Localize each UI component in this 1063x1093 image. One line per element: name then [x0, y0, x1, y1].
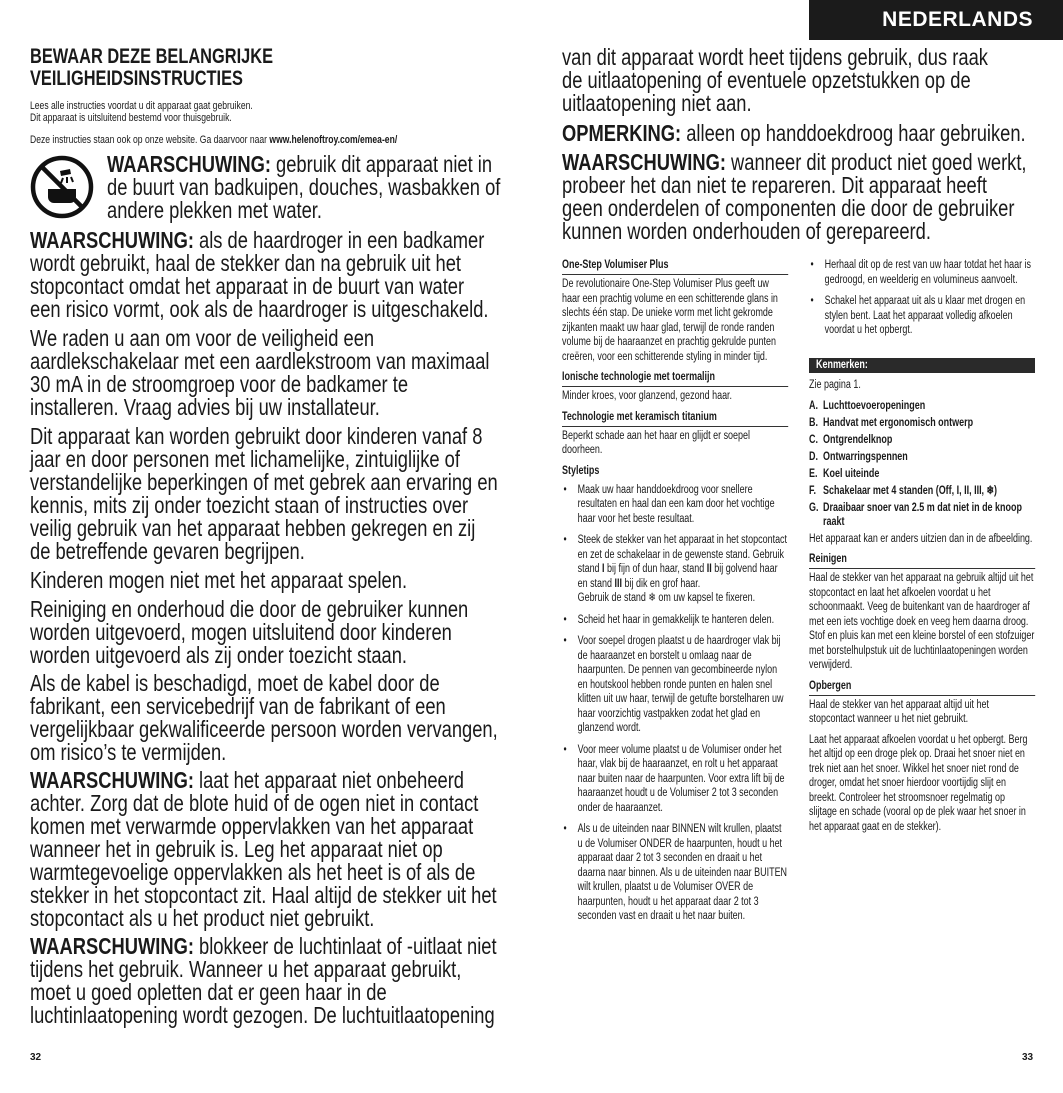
feature-letter: G.: [809, 501, 819, 514]
feature-letter: B.: [809, 416, 818, 429]
feature-item: [809, 450, 1035, 464]
warning-bathroom: WAARSCHUWING: als de haardroger in een badkamer wordt gebruikt, haal de stekker dan na gebruik uit het stopcontact omdat het apparaat in de buurt van water een risico vormt, ook als de haardroger is uitgeschakeld.: [30, 227, 489, 322]
storage-instructions: Laat het apparaat afkoelen voordat u het opbergt. Berg het altijd op een droge plek op. Draai het snoer niet en trek niet aan het snoer. Wikkel het snoer niet rond de droger, omdat het snoer hierdoor voortijdig slijt en breekt. Controleer het stroomsnoer regelmatig op slijtage en schade (vooral op de plek waar het snoer in het apparaat gaat en de stekker).: [809, 733, 1028, 833]
feature-item: [809, 467, 1035, 481]
features-column-b: [809, 378, 1035, 834]
list-item: • Voor meer volume plaatst u de Volumiser onder het haar, vlak bij de haaraanzet, en rolt u het apparaat naar buiten naar de haarpunten. Voor extra lift bij de haaraanzet houdt u de Volumiser 2 tot 3 seconden onder de haaraanzet.: [562, 743, 788, 816]
children-play: Kinderen mogen niet met het apparaat spelen.: [30, 567, 408, 593]
cleaning-instructions: Haal de stekker van het apparaat na gebruik altijd uit het stopcontact en laat het afkoelen voordat u het schoonmaakt. Veeg de buitenkant van de haardroger af met een iets vochtige doek en veeg hem daarna droog. Stof en pluis kan met een kleine borstel of een stofzuiger met borstelhulpstuk uit de luchtinlaatopeningen worden verwijderd.: [809, 572, 1035, 671]
outlet-continuation: van dit apparaat wordt heet tijdens gebruik, dus raak de uitlaatopening of eventuele opzetstukken op de uitlaatopening niet aan.: [562, 44, 988, 116]
feature-item: [809, 399, 1035, 413]
list-item: • Steek de stekker van het apparaat in het stopcontact en zet de schakelaar in de gewenste stand. Gebruik stand I bij fijn of dun haar, stand II bij golvend haar en stand III bij dik en grof haar. Gebruik de stand ❄ om uw kapsel te fixeren.: [562, 533, 788, 606]
feature-letter: A.: [809, 399, 818, 412]
feature-text: Koel uiteinde: [823, 467, 880, 480]
warning-water: WAARSCHUWING: gebruik dit apparaat niet in de buurt van badkuipen, douches, wasbakken of andere plekken met water.: [107, 151, 501, 223]
warning-repair: WAARSCHUWING: wanneer dit product niet goed werkt, probeer het dan niet te repareren. Dit apparaat heeft geen onderdelen of componenten die door de gebruiker kunnen worden onderhouden of gerepareerd.: [562, 149, 1027, 244]
page-number-right: 33: [1022, 1052, 1034, 1063]
features-column-a: [562, 258, 788, 931]
feature-letter: E.: [809, 467, 818, 480]
feature-text: Schakelaar met 4 standen (Off, I, II, III, ❄): [823, 484, 998, 497]
list-item: • Schakel het apparaat uit als u klaar met drogen en stylen bent. Laat het apparaat volledig afkoelen voordat u het opbergt.: [809, 294, 1035, 338]
list-item: • Scheid het haar in gemakkelijk te hanteren delen.: [562, 613, 788, 628]
children-usage: Dit apparaat kan worden gebruikt door kinderen vanaf 8 jaar en door personen met lichamelijke, zintuiglijke of verstandelijke beperkingen of met gebrek aan ervaring en kennis, mits zij onder toezicht staan of instructies over veilig gebruik van het apparaat hebben gekregen en zij de betreffende gevaren begrijpen.: [30, 423, 498, 564]
section-heading: Technologie met keramisch titanium: [562, 410, 788, 427]
note-towel-dry: OPMERKING: alleen op handdoekdroog haar gebruiken.: [562, 120, 1026, 146]
features-header: Kenmerken:: [809, 358, 1035, 373]
feature-letter: C.: [809, 433, 818, 446]
feature-letter: F.: [809, 484, 816, 497]
ionic-description: Minder kroes, voor glanzend, gezond haar.: [562, 390, 733, 402]
website-line: Deze instructies staan ook op onze website. Ga daarvoor naar www.helenoftroy.com/emea-en/: [30, 134, 398, 146]
language-tab: NEDERLANDS: [809, 0, 1063, 40]
list-item: • Herhaal dit op de rest van uw haar totdat het haar is gedroogd, en weelderig en voluminеus aanvoelt.: [809, 258, 1035, 287]
feature-text: Draaibaar snoer van 2.5 m dat niet in de knoop raakt: [823, 501, 1022, 528]
list-item: • Voor soepel drogen plaatst u de haardroger vlak bij de haaraanzet en borstelt u omlaag naar de haarpunten. De pennen van gecombineerde nylon en houtskool hebben ronde punten en halen snel klitten uit uw haar, terwijl de getufte borstelharen uw haar voorzichtig vastpakken zodat het glad en glanzend wordt.: [562, 634, 788, 736]
section-heading: Opbergen: [809, 679, 1035, 696]
cleaning-supervision: Reiniging en onderhoud die door de gebruiker kunnen worden uitgevoerd, mogen uitsluitend door kinderen worden uitgevoerd als zij onder toezicht staan.: [30, 596, 469, 668]
ceramic-description: Beperkt schade aan het haar en glijdt er soepel doorheen.: [562, 429, 751, 456]
features-list: [809, 399, 1035, 529]
website-link[interactable]: www.helenoftroy.com/emea-en/: [269, 134, 398, 146]
storage-instructions: Haal de stekker van het apparaat altijd uit het stopcontact wanneer u het niet gebruikt.: [809, 698, 990, 725]
feature-item: [809, 484, 1035, 498]
snowflake-icon: ❄: [648, 592, 656, 604]
feature-text: Luchttoevoeropeningen: [823, 399, 926, 412]
appearance-note: Het apparaat kan er anders uitzien dan in de afbeelding.: [809, 532, 1033, 545]
section-heading: Reinigen: [809, 552, 1035, 569]
style-tips-list: [562, 483, 788, 924]
feature-item: [809, 501, 1035, 529]
volumiser-description: De revolutionaire One-Step Volumiser Plus geeft uw haar een prachtig volume en een schitterende glans in slechts één stap. De unieke vorm met licht gekromde zijkanten maakt uw haar glad, terwijl de ronde randen volume bij de haaraanzet en prachtig gekrulde punten creëren, voor een schitterende styling in minder tijd.: [562, 278, 778, 363]
section-heading: Ionische technologie met toermalijn: [562, 370, 788, 387]
cable-damage: Als de kabel is beschadigd, moet de kabel door de fabrikant, een servicebedrijf van de fabrikant of een vergelijkbaar gekwalificeerde persoon worden vervangen, om risico’s te vermijden.: [30, 670, 498, 765]
feature-text: Handvat met ergonomisch ontwerp: [823, 416, 974, 429]
see-page: Zie pagina 1.: [809, 379, 861, 391]
list-item: • Als u de uiteinden naar BINNEN wilt krullen, plaatst u de Volumiser ONDER de haarpunten, houdt u het apparaat daar 2 tot 3 seconden en draait u het daarna naar binnen. Als u de uiteinden naar BUITEN wilt krullen, plaatst u de Volumiser OVER de haarpunten, houdt u het apparaat daar 2 tot 3 seconden vast en draait u het naar buiten.: [562, 822, 788, 924]
rcd-advice: We raden u aan om voor de veiligheid een aardlekschakelaar met een aardlekstroom van maximaal 30 mA in de stroomgroep voor de badkamer te installeren. Vraag advies bij uw installateur.: [30, 325, 490, 420]
feature-item: [809, 416, 1035, 430]
feature-letter: D.: [809, 450, 818, 463]
list-item: • Maak uw haar handdoekdroog voor snellere resultaten en haal dan een kam door het vochtige haar voor het beste resultaat.: [562, 483, 788, 527]
feature-text: Ontgrendelknop: [823, 433, 893, 446]
no-water-warning-icon: [30, 155, 94, 219]
feature-item: [809, 433, 1035, 447]
section-heading: One-Step Volumiser Plus: [562, 258, 788, 275]
intro-text: Lees alle instructies voordat u dit apparaat gaat gebruiken. Dit apparaat is uitsluitend bestemd voor thuisgebruik.: [30, 100, 253, 124]
warning-air-inlet: WAARSCHUWING: blokkeer de luchtinlaat of -uitlaat niet tijdens het gebruik. Wanneer u het apparaat gebruikt, moet u goed opletten dat er geen haar in de luchtinlaatopening wordt gezogen. De luchtuitlaatopening: [30, 933, 497, 1028]
feature-text: Ontwarringspennen: [823, 450, 908, 463]
warning-unattended: WAARSCHUWING: laat het apparaat niet onbeheerd achter. Zorg dat de blote huid of de ogen niet in contact komen met verwarmde oppervlakken van het apparaat wanneer het in gebruik is. Leg het apparaat niet op warmtegevoelige oppervlakken als het heet is of als de stekker in het stopcontact zit. Haal altijd de stekker uit het stopcontact als u het product niet gebruikt.: [30, 767, 497, 931]
section-heading: Styletips: [562, 464, 600, 477]
tips-continued: [809, 258, 1035, 345]
safety-heading: BEWAAR DEZE BELANGRIJKE VEILIGHEIDSINSTRUCTIES: [30, 45, 273, 90]
page-number-left: 32: [30, 1052, 42, 1063]
